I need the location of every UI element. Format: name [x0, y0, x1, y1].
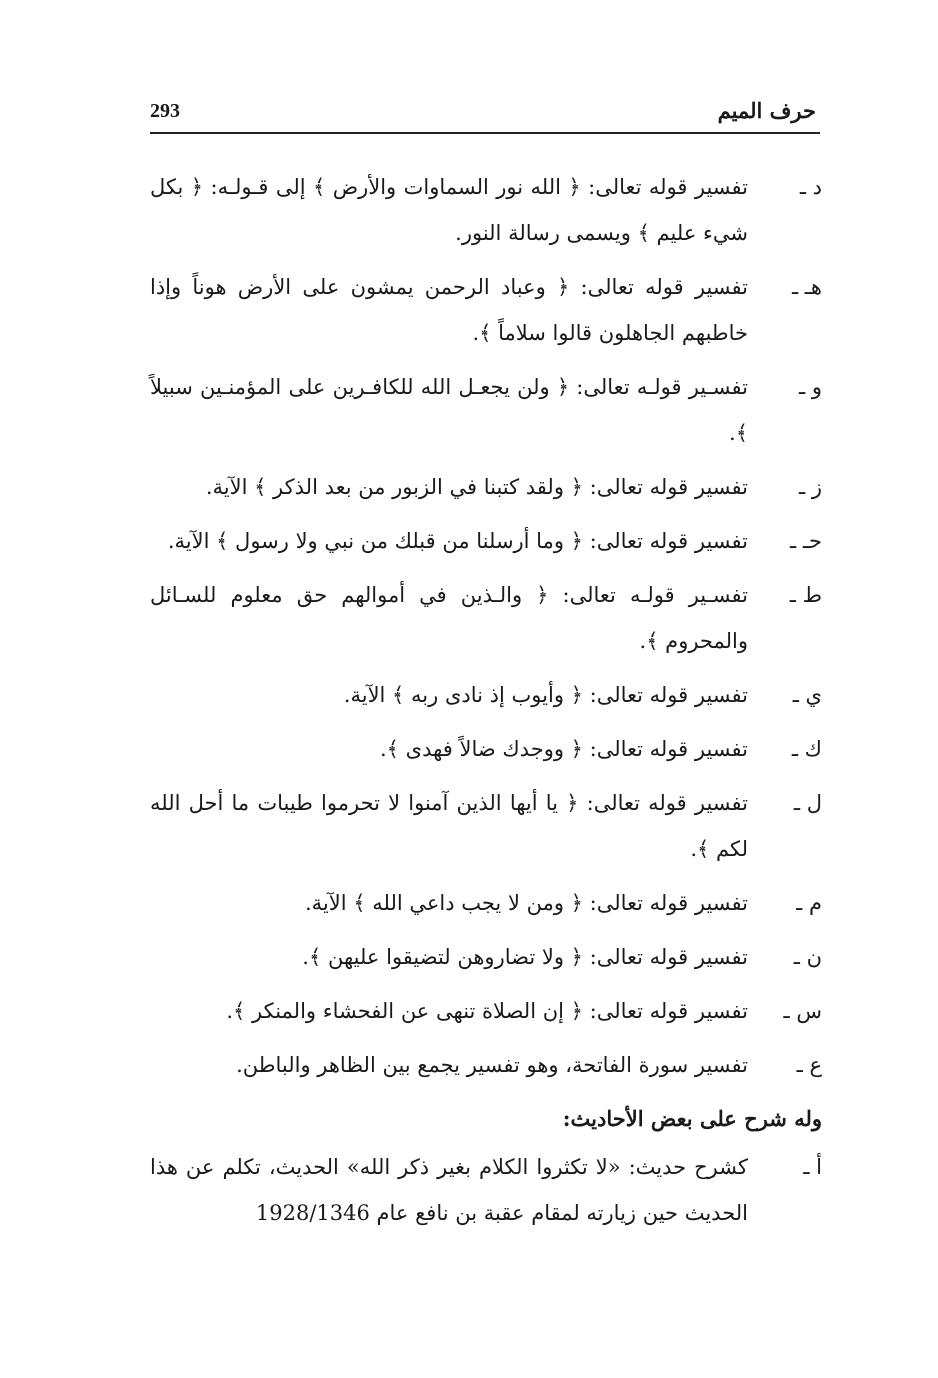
item-marker: د ـ: [799, 175, 822, 199]
page-number: 293: [150, 100, 180, 122]
item-marker: و ـ: [799, 375, 822, 399]
item-marker: أ ـ: [803, 1155, 822, 1179]
item-text: تفسير قوله تعالى: ﴿ إن الصلاة تنهى عن الفحشاء والمنكر ﴾.: [226, 999, 748, 1023]
list-item: [150, 464, 822, 510]
item-text: تفسير قوله تعالى: ﴿ ولا تضاروهن لتضيقوا عليهن ﴾.: [302, 945, 748, 969]
list-item: [150, 1144, 822, 1236]
item-marker: ع ـ: [796, 1053, 822, 1077]
item-text: تفسـير قولـه تعالى: ﴿ والـذين في أموالهم حق معلوم للسـائل والمحروم ﴾.: [150, 583, 748, 653]
list-item: [150, 988, 822, 1034]
list-item: [150, 572, 822, 664]
item-marker: س ـ: [783, 999, 822, 1023]
item-marker: ك ـ: [791, 737, 822, 761]
item-text: تفسير قوله تعالى: ﴿ ووجدك ضالاً فهدى ﴾.: [379, 737, 748, 761]
item-marker: هـ ـ: [791, 275, 822, 299]
page-header: [150, 96, 820, 134]
item-marker: م ـ: [796, 891, 822, 915]
item-text: تفسير قوله تعالى: ﴿ وما أرسلنا من قبلك من نبي ولا رسول ﴾ الآية.: [167, 529, 748, 553]
list-item: [150, 518, 822, 564]
item-text: تفسير قوله تعالى: ﴿ ومن لا يجب داعي الله ﴾ الآية.: [304, 891, 748, 915]
item-marker: حـ ـ: [790, 529, 822, 553]
list-item: [150, 264, 822, 356]
item-text: تفسير سورة الفاتحة، وهو تفسير يجمع بين الظاهر والباطن.: [236, 1053, 748, 1077]
item-text: تفسير قوله تعالى: ﴿ يا أيها الذين آمنوا لا تحرموا طيبات ما أحل الله لكم ﴾.: [150, 791, 748, 861]
list-item: [150, 164, 822, 256]
item-marker: ط ـ: [789, 583, 822, 607]
list-item: [150, 1042, 822, 1088]
section-heading: وله شرح على بعض الأحاديث:: [562, 1106, 822, 1131]
list-item: [150, 880, 822, 926]
item-marker: ي ـ: [792, 683, 822, 707]
item-marker: ز ـ: [799, 475, 822, 499]
item-text: تفسـير قولـه تعالى: ﴿ ولن يجعـل الله للكافـرين على المؤمنـين سبيلاً ﴾.: [150, 375, 748, 445]
running-head: حرف الميم: [717, 98, 816, 123]
list-item: [150, 726, 822, 772]
list-item: [150, 934, 822, 980]
item-text: تفسير قوله تعالى: ﴿ وأيوب إذ نادى ربه ﴾ الآية.: [343, 683, 748, 707]
list-item: [150, 672, 822, 718]
item-text: تفسير قوله تعالى: ﴿ وعباد الرحمن يمشون على الأرض هوناً وإذا خاطبهم الجاهلون قالوا سلاماً ﴾.: [150, 275, 748, 345]
list-item: [150, 364, 822, 456]
list-item: [150, 780, 822, 872]
body-text: [150, 164, 822, 1244]
item-text: كشرح حديث: «لا تكثروا الكلام بغير ذكر الله» الحديث، تكلم عن هذا الحديث حين زيارته لمقام عقبة بن نافع عام 1928/1346: [150, 1155, 748, 1225]
item-marker: ل ـ: [793, 791, 822, 815]
item-text: تفسير قوله تعالى: ﴿ الله نور السماوات والأرض ﴾ إلى قـولـه: ﴿ بكل شيء عليم ﴾ ويسمى رسالة النور.: [150, 175, 748, 245]
item-marker: ن ـ: [793, 945, 822, 969]
item-text: تفسير قوله تعالى: ﴿ ولقد كتبنا في الزبور من بعد الذكر ﴾ الآية.: [205, 475, 748, 499]
